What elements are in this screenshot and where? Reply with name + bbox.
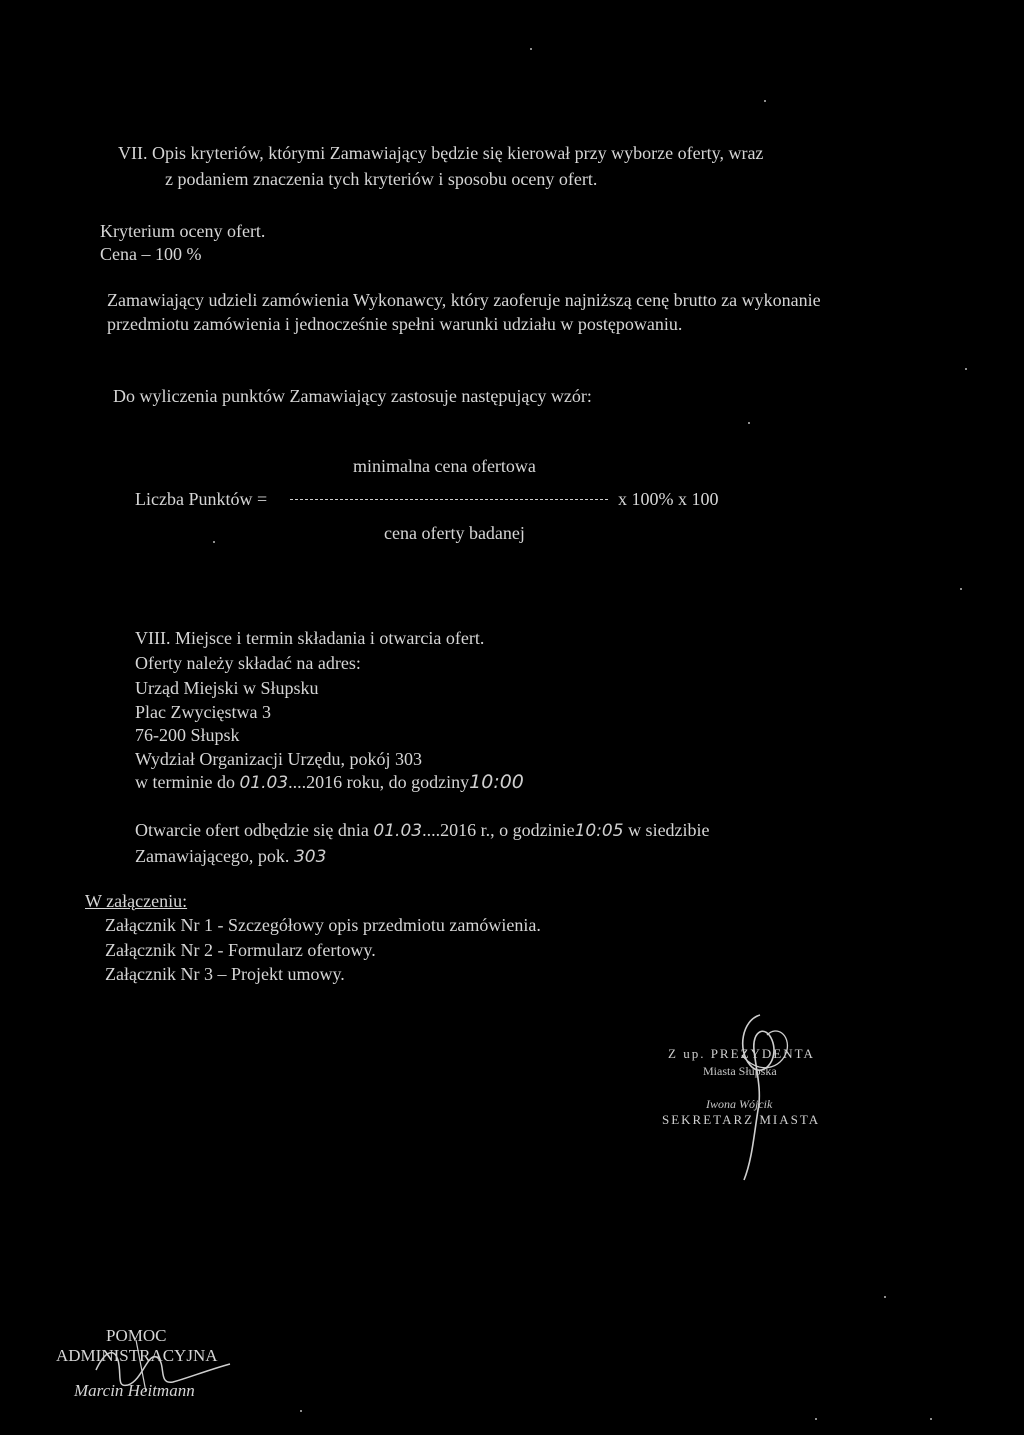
formula-intro: Do wyliczenia punktów Zamawiający zastosuje następujący wzór: (113, 386, 592, 406)
fraction-bar (290, 499, 608, 500)
opening-line (135, 819, 710, 842)
criterion-label: Kryterium oceny ofert. (100, 221, 266, 241)
formula-numerator: minimalna cena ofertowa (353, 456, 536, 476)
formula-multiplier: x 100% x 100 (618, 489, 719, 509)
scan-speck (930, 1418, 932, 1420)
award-line1: Zamawiający udzieli zamówienia Wykonawcy, który zaoferuje najniższą cenę brutto za wykonanie (107, 290, 821, 310)
stamp-right-line2: Miasta Słupska (703, 1064, 777, 1078)
section-viii-title: VIII. Miejsce i termin składania i otwarcia ofert. (135, 628, 485, 648)
address-line3: 76-200 Słupsk (135, 725, 240, 745)
scan-speck (815, 1418, 817, 1420)
scan-speck (965, 368, 967, 370)
opening-line2 (135, 845, 326, 868)
award-line2: przedmiotu zamówienia i jednocześnie spełni warunki udziału w postępowaniu. (107, 314, 683, 334)
stamp-right-title: SEKRETARZ MIASTA (662, 1112, 821, 1127)
attachment-item-1: Załącznik Nr 1 - Szczegółowy opis przedmiotu zamówienia. (105, 915, 541, 935)
deadline-date: 01.03 (239, 773, 289, 793)
opening-mid: ....2016 r., o godzinie (422, 820, 575, 840)
deadline-prefix: w terminie do (135, 772, 235, 792)
stamp-left-line2: ADMINISTRACYJNA (56, 1346, 218, 1365)
stamp-left-line1: POMOC (106, 1326, 167, 1345)
stamp-right-name: Iwona Wójcik (706, 1097, 773, 1111)
attachments-heading: W załączeniu: (85, 891, 188, 911)
address-line4: Wydział Organizacji Urzędu, pokój 303 (135, 749, 422, 769)
opening-date: 01.03 (373, 821, 423, 841)
attachment-item-3: Załącznik Nr 3 – Projekt umowy. (105, 964, 345, 984)
signature-right-icon (722, 1010, 802, 1185)
opening-line2-prefix: Zamawiającego, pok. (135, 846, 290, 866)
section-vii-line1: VII. Opis kryteriów, którymi Zamawiający będzie się kierował przy wyborze oferty, wraz (118, 143, 764, 163)
formula-denominator: cena oferty badanej (384, 523, 525, 543)
deadline-time: 10:00 (469, 771, 524, 793)
opening-time: 10:05 (574, 821, 624, 841)
opening-room: 303 (293, 847, 327, 867)
signature-left-icon (88, 1330, 238, 1405)
deadline-line (135, 771, 524, 794)
criterion-price: Cena – 100 % (100, 244, 202, 264)
scan-speck (884, 1296, 886, 1298)
address-line1: Urząd Miejski w Słupsku (135, 678, 319, 698)
formula-lhs: Liczba Punktów = (135, 489, 268, 509)
address-intro: Oferty należy składać na adres: (135, 653, 361, 673)
address-line2: Plac Zwycięstwa 3 (135, 702, 271, 722)
scan-speck (300, 1410, 302, 1412)
scan-speck (530, 48, 532, 50)
attachment-item-2: Załącznik Nr 2 - Formularz ofertowy. (105, 940, 376, 960)
opening-prefix: Otwarcie ofert odbędzie się dnia (135, 820, 369, 840)
deadline-mid: ....2016 roku, do godziny (288, 772, 470, 792)
scan-speck (748, 422, 750, 424)
section-vii-line2: z podaniem znaczenia tych kryteriów i sposobu oceny ofert. (165, 169, 598, 189)
opening-suffix: w siedzibie (628, 820, 710, 840)
scan-speck (960, 588, 962, 590)
stamp-left-name: Marcin Heitmann (74, 1381, 195, 1400)
stamp-right-line1: Z up. PREZYDENTA (668, 1046, 815, 1061)
scan-speck (764, 100, 766, 102)
scan-speck (213, 541, 215, 543)
